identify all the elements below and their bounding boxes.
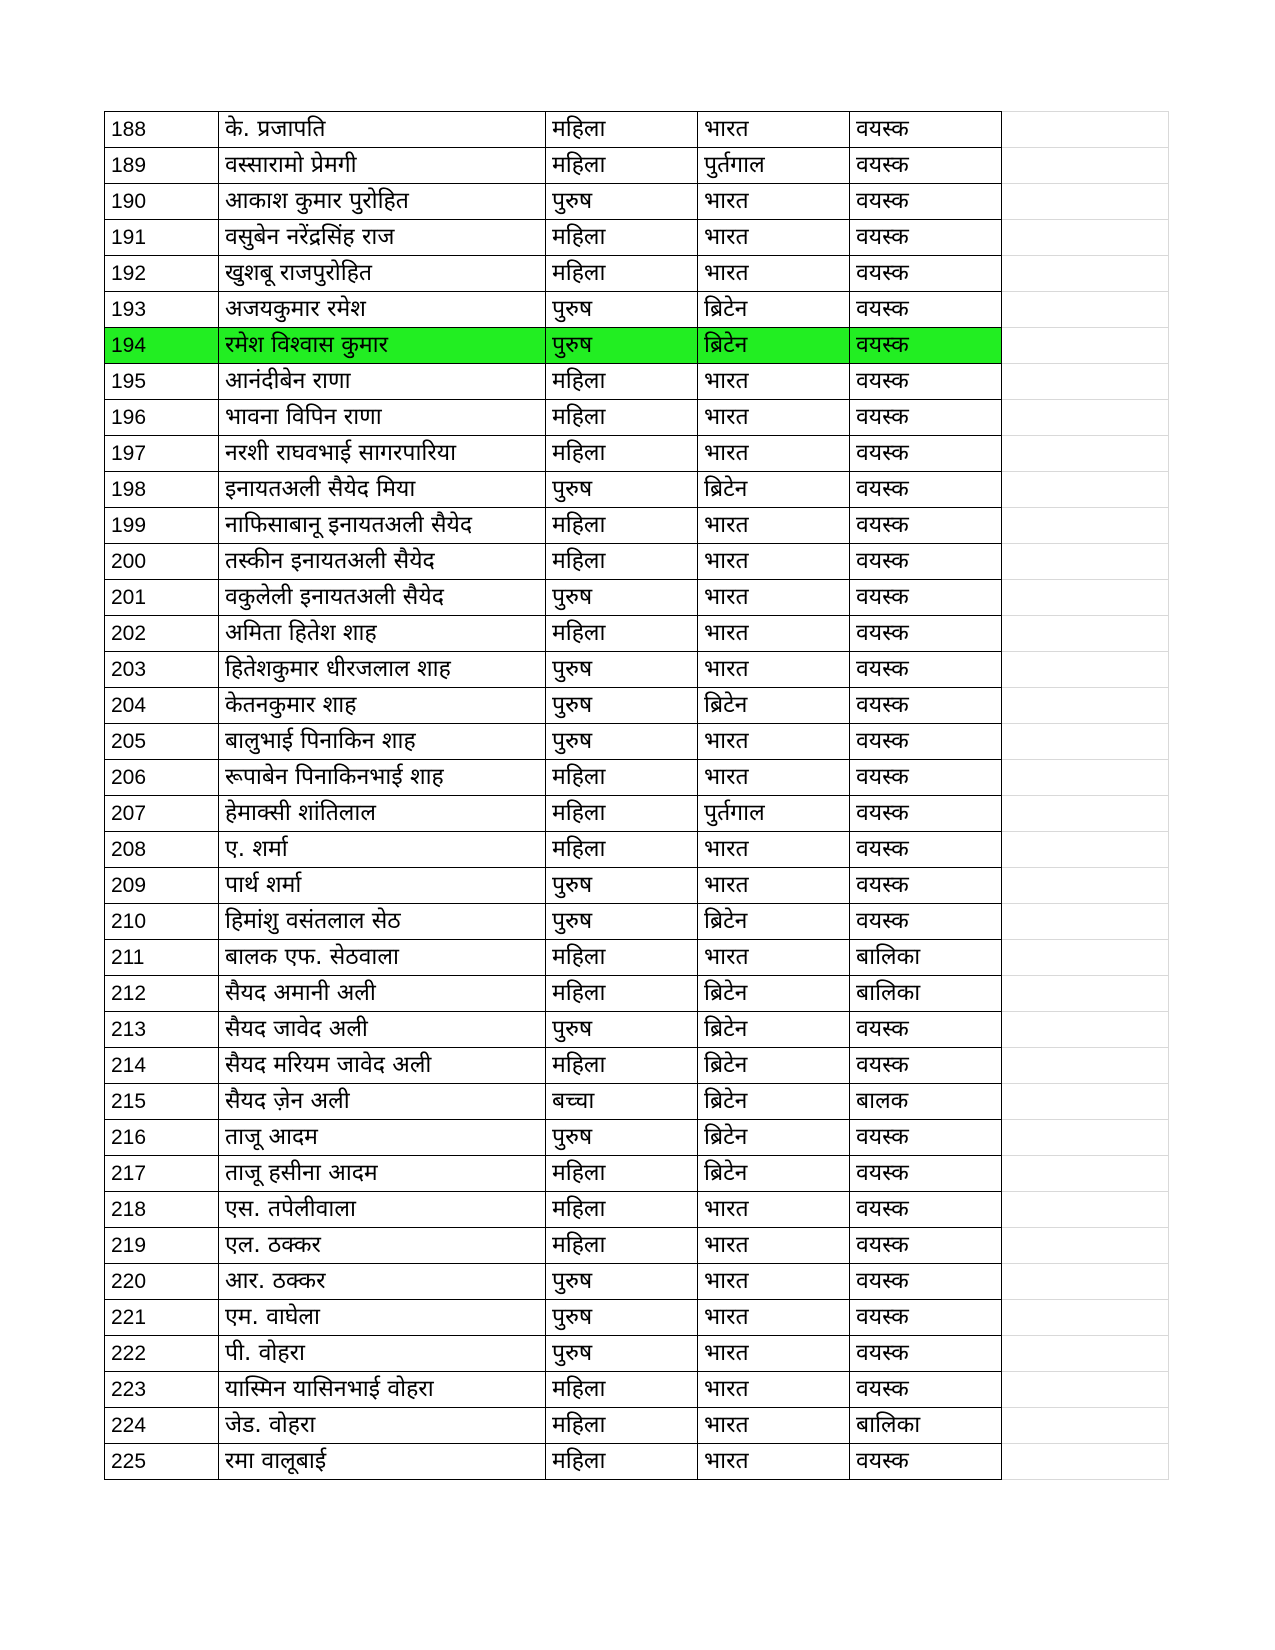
passenger-name: ए. शर्मा	[219, 832, 546, 868]
gender-cell: महिला	[546, 436, 698, 472]
empty-cell	[1002, 1012, 1169, 1048]
category-cell: वयस्क	[850, 832, 1002, 868]
passenger-name: रूपाबेन पिनाकिनभाई शाह	[219, 760, 546, 796]
row-number: 196	[105, 400, 219, 436]
empty-cell	[1002, 580, 1169, 616]
row-number: 188	[105, 112, 219, 148]
row-number: 193	[105, 292, 219, 328]
gender-cell: पुरुष	[546, 472, 698, 508]
category-cell: वयस्क	[850, 508, 1002, 544]
table-row	[105, 148, 1169, 184]
empty-cell	[1002, 472, 1169, 508]
table-row	[105, 184, 1169, 220]
country-cell: भारत	[698, 1192, 850, 1228]
row-number: 209	[105, 868, 219, 904]
category-cell: बालक	[850, 1084, 1002, 1120]
empty-cell	[1002, 1120, 1169, 1156]
passenger-name: सैयद ज़ेन अली	[219, 1084, 546, 1120]
passenger-name: ताजू आदम	[219, 1120, 546, 1156]
category-cell: वयस्क	[850, 364, 1002, 400]
empty-cell	[1002, 328, 1169, 364]
passenger-name: सैयद जावेद अली	[219, 1012, 546, 1048]
row-number: 220	[105, 1264, 219, 1300]
row-number: 202	[105, 616, 219, 652]
empty-cell	[1002, 364, 1169, 400]
table-row	[105, 580, 1169, 616]
table-row	[105, 1300, 1169, 1336]
country-cell: भारत	[698, 1300, 850, 1336]
empty-cell	[1002, 652, 1169, 688]
country-cell: ब्रिटेन	[698, 472, 850, 508]
row-number: 189	[105, 148, 219, 184]
row-number: 207	[105, 796, 219, 832]
country-cell: भारत	[698, 1444, 850, 1480]
empty-cell	[1002, 1264, 1169, 1300]
table-row	[105, 1192, 1169, 1228]
passenger-name: एम. वाघेला	[219, 1300, 546, 1336]
empty-cell	[1002, 796, 1169, 832]
table-row	[105, 436, 1169, 472]
category-cell: वयस्क	[850, 1156, 1002, 1192]
table-row	[105, 508, 1169, 544]
row-number: 205	[105, 724, 219, 760]
row-number: 225	[105, 1444, 219, 1480]
table-row	[105, 652, 1169, 688]
country-cell: भारत	[698, 1228, 850, 1264]
category-cell: वयस्क	[850, 1120, 1002, 1156]
gender-cell: पुरुष	[546, 904, 698, 940]
table-row	[105, 292, 1169, 328]
country-cell: भारत	[698, 1336, 850, 1372]
gender-cell: पुरुष	[546, 328, 698, 364]
gender-cell: महिला	[546, 1048, 698, 1084]
passenger-name: अमिता हितेश शाह	[219, 616, 546, 652]
passenger-name: तस्कीन इनायतअली सैयेद	[219, 544, 546, 580]
gender-cell: महिला	[546, 796, 698, 832]
country-cell: भारत	[698, 364, 850, 400]
row-number: 222	[105, 1336, 219, 1372]
passenger-name: यास्मिन यासिनभाई वोहरा	[219, 1372, 546, 1408]
passenger-name: ताजू हसीना आदम	[219, 1156, 546, 1192]
country-cell: भारत	[698, 220, 850, 256]
category-cell: वयस्क	[850, 292, 1002, 328]
gender-cell: पुरुष	[546, 580, 698, 616]
passenger-name: आकाश कुमार पुरोहित	[219, 184, 546, 220]
category-cell: वयस्क	[850, 868, 1002, 904]
row-number: 217	[105, 1156, 219, 1192]
row-number: 221	[105, 1300, 219, 1336]
country-cell: भारत	[698, 544, 850, 580]
row-number: 195	[105, 364, 219, 400]
table-row	[105, 868, 1169, 904]
table-row	[105, 1120, 1169, 1156]
row-number: 213	[105, 1012, 219, 1048]
table-row	[105, 760, 1169, 796]
row-number: 215	[105, 1084, 219, 1120]
gender-cell: पुरुष	[546, 868, 698, 904]
country-cell: भारत	[698, 1408, 850, 1444]
country-cell: भारत	[698, 652, 850, 688]
table-row	[105, 1336, 1169, 1372]
table-row	[105, 472, 1169, 508]
category-cell: वयस्क	[850, 904, 1002, 940]
table-row	[105, 1228, 1169, 1264]
row-number: 206	[105, 760, 219, 796]
category-cell: वयस्क	[850, 256, 1002, 292]
category-cell: वयस्क	[850, 760, 1002, 796]
country-cell: भारत	[698, 580, 850, 616]
country-cell: भारत	[698, 1264, 850, 1300]
table-row	[105, 1444, 1169, 1480]
category-cell: बालिका	[850, 1408, 1002, 1444]
gender-cell: बच्चा	[546, 1084, 698, 1120]
category-cell: वयस्क	[850, 1192, 1002, 1228]
gender-cell: महिला	[546, 616, 698, 652]
row-number: 223	[105, 1372, 219, 1408]
gender-cell: महिला	[546, 148, 698, 184]
country-cell: ब्रिटेन	[698, 1120, 850, 1156]
passenger-name: जेड. वोहरा	[219, 1408, 546, 1444]
category-cell: वयस्क	[850, 1300, 1002, 1336]
table-row	[105, 796, 1169, 832]
country-cell: भारत	[698, 724, 850, 760]
country-cell: भारत	[698, 868, 850, 904]
gender-cell: पुरुष	[546, 1264, 698, 1300]
passenger-name: इनायतअली सैयेद मिया	[219, 472, 546, 508]
table-row	[105, 256, 1169, 292]
row-number: 224	[105, 1408, 219, 1444]
row-number: 203	[105, 652, 219, 688]
gender-cell: महिला	[546, 256, 698, 292]
passenger-table-body	[105, 112, 1169, 1480]
country-cell: भारत	[698, 184, 850, 220]
category-cell: वयस्क	[850, 436, 1002, 472]
country-cell: ब्रिटेन	[698, 1156, 850, 1192]
gender-cell: महिला	[546, 940, 698, 976]
empty-cell	[1002, 1444, 1169, 1480]
empty-cell	[1002, 148, 1169, 184]
country-cell: भारत	[698, 616, 850, 652]
passenger-name: सैयद मरियम जावेद अली	[219, 1048, 546, 1084]
category-cell: वयस्क	[850, 724, 1002, 760]
passenger-name: रमेश विश्वास कुमार	[219, 328, 546, 364]
row-number: 204	[105, 688, 219, 724]
empty-cell	[1002, 1228, 1169, 1264]
gender-cell: पुरुष	[546, 184, 698, 220]
empty-cell	[1002, 112, 1169, 148]
empty-cell	[1002, 724, 1169, 760]
table-row	[105, 220, 1169, 256]
country-cell: भारत	[698, 436, 850, 472]
empty-cell	[1002, 616, 1169, 652]
row-number: 192	[105, 256, 219, 292]
country-cell: ब्रिटेन	[698, 328, 850, 364]
empty-cell	[1002, 688, 1169, 724]
empty-cell	[1002, 220, 1169, 256]
table-row	[105, 544, 1169, 580]
category-cell: वयस्क	[850, 544, 1002, 580]
gender-cell: महिला	[546, 400, 698, 436]
country-cell: भारत	[698, 940, 850, 976]
country-cell: भारत	[698, 112, 850, 148]
passenger-name: हिमांशु वसंतलाल सेठ	[219, 904, 546, 940]
gender-cell: पुरुष	[546, 688, 698, 724]
row-number: 208	[105, 832, 219, 868]
empty-cell	[1002, 1300, 1169, 1336]
passenger-name: भावना विपिन राणा	[219, 400, 546, 436]
category-cell: वयस्क	[850, 688, 1002, 724]
category-cell: वयस्क	[850, 1048, 1002, 1084]
row-number: 191	[105, 220, 219, 256]
passenger-name: वसुबेन नरेंद्रसिंह राज	[219, 220, 546, 256]
country-cell: भारत	[698, 1372, 850, 1408]
table-row	[105, 1264, 1169, 1300]
gender-cell: महिला	[546, 1408, 698, 1444]
table-row	[105, 1012, 1169, 1048]
category-cell: वयस्क	[850, 796, 1002, 832]
table-row	[105, 1048, 1169, 1084]
country-cell: ब्रिटेन	[698, 292, 850, 328]
table-row	[105, 616, 1169, 652]
category-cell: वयस्क	[850, 112, 1002, 148]
gender-cell: पुरुष	[546, 292, 698, 328]
table-row	[105, 1408, 1169, 1444]
category-cell: वयस्क	[850, 1444, 1002, 1480]
row-number: 197	[105, 436, 219, 472]
empty-cell	[1002, 1192, 1169, 1228]
empty-cell	[1002, 436, 1169, 472]
empty-cell	[1002, 904, 1169, 940]
row-number: 216	[105, 1120, 219, 1156]
row-number: 210	[105, 904, 219, 940]
passenger-name: आर. ठक्कर	[219, 1264, 546, 1300]
gender-cell: महिला	[546, 1192, 698, 1228]
passenger-name: बालुभाई पिनाकिन शाह	[219, 724, 546, 760]
country-cell: ब्रिटेन	[698, 1048, 850, 1084]
empty-cell	[1002, 760, 1169, 796]
row-number: 194	[105, 328, 219, 364]
gender-cell: महिला	[546, 1156, 698, 1192]
empty-cell	[1002, 832, 1169, 868]
row-number: 212	[105, 976, 219, 1012]
table-row	[105, 1372, 1169, 1408]
passenger-name: केतनकुमार शाह	[219, 688, 546, 724]
passenger-table	[104, 111, 1169, 1480]
empty-cell	[1002, 1372, 1169, 1408]
gender-cell: पुरुष	[546, 1120, 698, 1156]
gender-cell: महिला	[546, 364, 698, 400]
country-cell: भारत	[698, 256, 850, 292]
country-cell: भारत	[698, 760, 850, 796]
row-number: 201	[105, 580, 219, 616]
country-cell: भारत	[698, 832, 850, 868]
passenger-name: बालक एफ. सेठवाला	[219, 940, 546, 976]
country-cell: ब्रिटेन	[698, 904, 850, 940]
empty-cell	[1002, 940, 1169, 976]
table-row	[105, 1084, 1169, 1120]
row-number: 198	[105, 472, 219, 508]
passenger-name: हेमाक्सी शांतिलाल	[219, 796, 546, 832]
passenger-name: वस्सारामो प्रेमगी	[219, 148, 546, 184]
country-cell: ब्रिटेन	[698, 1012, 850, 1048]
empty-cell	[1002, 184, 1169, 220]
table-row	[105, 724, 1169, 760]
gender-cell: पुरुष	[546, 652, 698, 688]
passenger-name: एस. तपेलीवाला	[219, 1192, 546, 1228]
passenger-list-sheet	[104, 111, 1169, 1480]
table-row-highlighted	[105, 328, 1169, 364]
row-number: 190	[105, 184, 219, 220]
row-number: 200	[105, 544, 219, 580]
passenger-name: खुशबू राजपुरोहित	[219, 256, 546, 292]
table-row	[105, 904, 1169, 940]
category-cell: वयस्क	[850, 1228, 1002, 1264]
empty-cell	[1002, 508, 1169, 544]
passenger-name: आनंदीबेन राणा	[219, 364, 546, 400]
gender-cell: महिला	[546, 1372, 698, 1408]
table-row	[105, 400, 1169, 436]
empty-cell	[1002, 1084, 1169, 1120]
gender-cell: महिला	[546, 1444, 698, 1480]
passenger-name: रमा वालूबाई	[219, 1444, 546, 1480]
passenger-name: के. प्रजापति	[219, 112, 546, 148]
category-cell: वयस्क	[850, 184, 1002, 220]
gender-cell: पुरुष	[546, 1012, 698, 1048]
table-row	[105, 112, 1169, 148]
passenger-name: नरशी राघवभाई सागरपारिया	[219, 436, 546, 472]
category-cell: वयस्क	[850, 616, 1002, 652]
row-number: 218	[105, 1192, 219, 1228]
passenger-name: पी. वोहरा	[219, 1336, 546, 1372]
gender-cell: महिला	[546, 760, 698, 796]
passenger-name: नाफिसाबानू इनायतअली सैयेद	[219, 508, 546, 544]
category-cell: बालिका	[850, 940, 1002, 976]
passenger-name: अजयकुमार रमेश	[219, 292, 546, 328]
table-row	[105, 364, 1169, 400]
row-number: 211	[105, 940, 219, 976]
gender-cell: महिला	[546, 508, 698, 544]
empty-cell	[1002, 400, 1169, 436]
table-row	[105, 976, 1169, 1012]
empty-cell	[1002, 1336, 1169, 1372]
category-cell: वयस्क	[850, 220, 1002, 256]
passenger-name: सैयद अमानी अली	[219, 976, 546, 1012]
category-cell: बालिका	[850, 976, 1002, 1012]
empty-cell	[1002, 1048, 1169, 1084]
passenger-name: एल. ठक्कर	[219, 1228, 546, 1264]
gender-cell: महिला	[546, 112, 698, 148]
empty-cell	[1002, 868, 1169, 904]
gender-cell: पुरुष	[546, 724, 698, 760]
gender-cell: महिला	[546, 220, 698, 256]
country-cell: ब्रिटेन	[698, 688, 850, 724]
passenger-name: वकुलेली इनायतअली सैयेद	[219, 580, 546, 616]
country-cell: भारत	[698, 508, 850, 544]
table-row	[105, 832, 1169, 868]
category-cell: वयस्क	[850, 400, 1002, 436]
country-cell: ब्रिटेन	[698, 976, 850, 1012]
empty-cell	[1002, 544, 1169, 580]
passenger-name: हितेशकुमार धीरजलाल शाह	[219, 652, 546, 688]
gender-cell: पुरुष	[546, 1300, 698, 1336]
category-cell: वयस्क	[850, 148, 1002, 184]
table-row	[105, 688, 1169, 724]
row-number: 219	[105, 1228, 219, 1264]
table-row	[105, 940, 1169, 976]
table-row	[105, 1156, 1169, 1192]
country-cell: पुर्तगाल	[698, 148, 850, 184]
category-cell: वयस्क	[850, 1372, 1002, 1408]
country-cell: पुर्तगाल	[698, 796, 850, 832]
empty-cell	[1002, 976, 1169, 1012]
country-cell: भारत	[698, 400, 850, 436]
country-cell: ब्रिटेन	[698, 1084, 850, 1120]
gender-cell: महिला	[546, 544, 698, 580]
category-cell: वयस्क	[850, 1336, 1002, 1372]
gender-cell: महिला	[546, 1228, 698, 1264]
category-cell: वयस्क	[850, 1264, 1002, 1300]
gender-cell: महिला	[546, 832, 698, 868]
empty-cell	[1002, 256, 1169, 292]
empty-cell	[1002, 1156, 1169, 1192]
row-number: 214	[105, 1048, 219, 1084]
category-cell: वयस्क	[850, 472, 1002, 508]
gender-cell: महिला	[546, 976, 698, 1012]
category-cell: वयस्क	[850, 580, 1002, 616]
category-cell: वयस्क	[850, 652, 1002, 688]
category-cell: वयस्क	[850, 1012, 1002, 1048]
empty-cell	[1002, 1408, 1169, 1444]
row-number: 199	[105, 508, 219, 544]
passenger-name: पार्थ शर्मा	[219, 868, 546, 904]
gender-cell: पुरुष	[546, 1336, 698, 1372]
empty-cell	[1002, 292, 1169, 328]
category-cell: वयस्क	[850, 328, 1002, 364]
